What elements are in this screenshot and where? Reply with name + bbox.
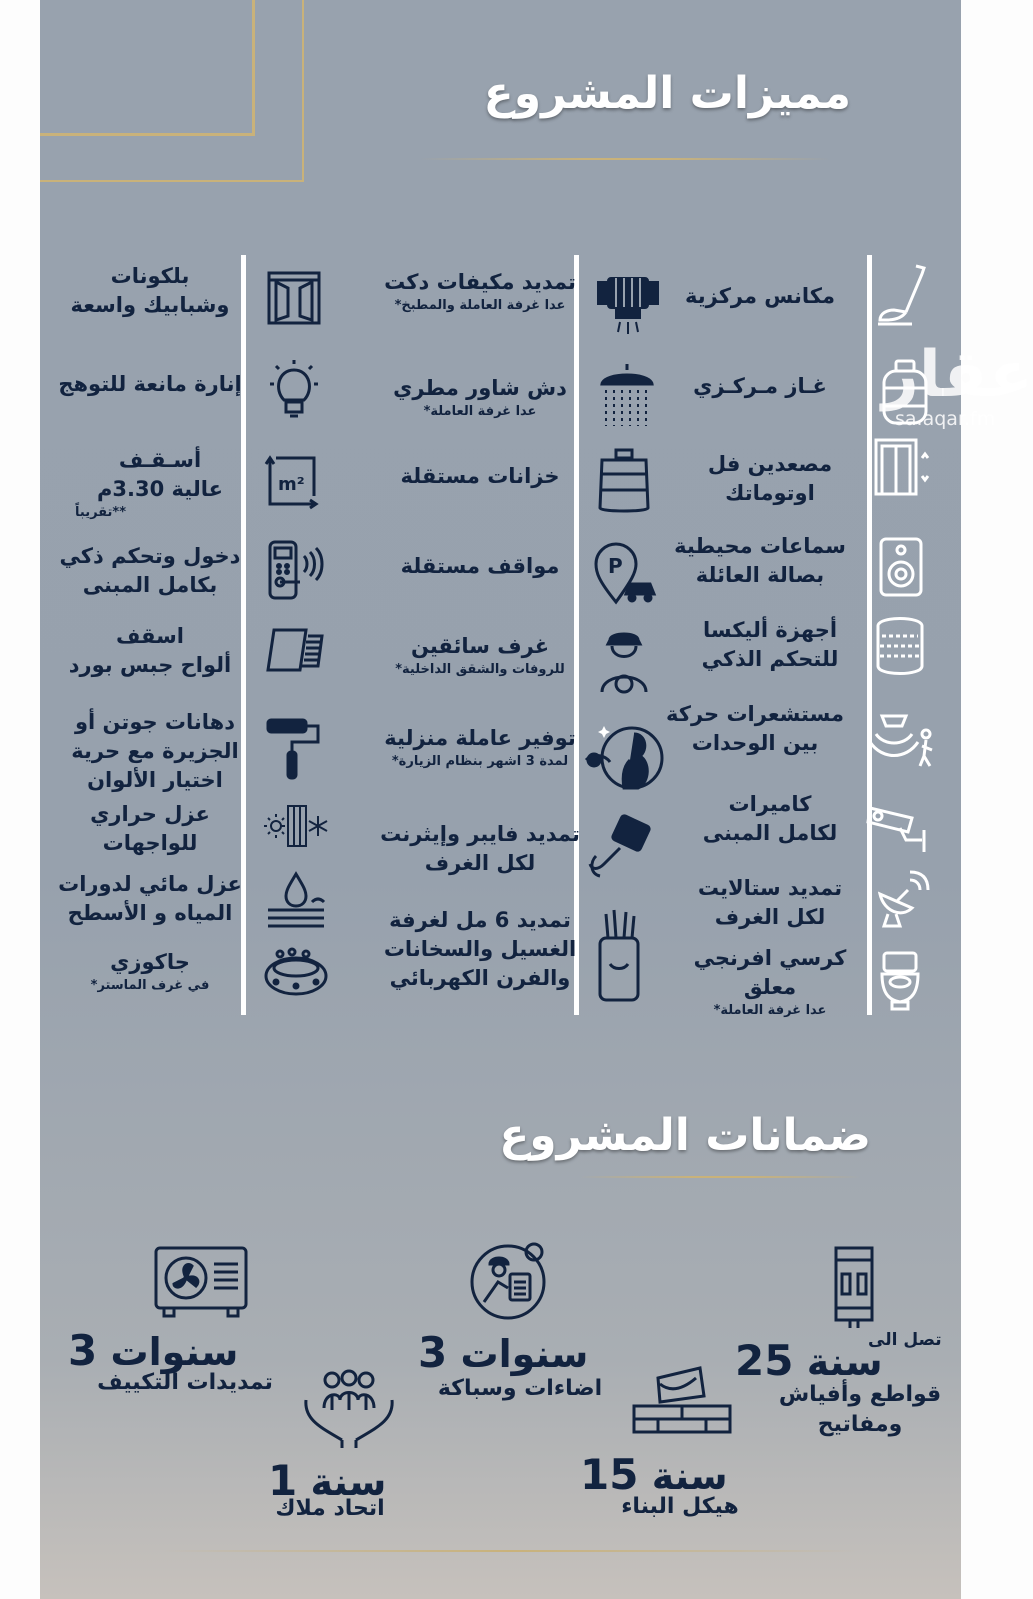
guarantee-plumbing-number: سنوات 3 bbox=[418, 1328, 589, 1377]
toilet-icon bbox=[878, 950, 922, 1012]
gas-cylinder-icon bbox=[878, 358, 933, 428]
feature-balconies-windows: بلكونات وشبابيك واسعة bbox=[70, 264, 230, 317]
satellite-dish-icon bbox=[874, 868, 930, 928]
building-structure-icon bbox=[630, 1364, 734, 1436]
aqar-watermark-logo: عقار bbox=[882, 338, 1033, 412]
title-underline bbox=[580, 1176, 860, 1178]
elevator-icon bbox=[870, 436, 930, 498]
feature-housekeeper: توفير عاملة منزلية لمدة 3 اشهر بنظام الزيارة* bbox=[384, 726, 576, 769]
feature-duct-ac: تمديد مكيفات دكت عدا غرفة العاملة والمطبخ* bbox=[384, 270, 576, 313]
feature-smart-access: دخول وتحكم ذكي بكامل المبنى bbox=[59, 544, 241, 597]
feature-separate-parking: مواقف مستقلة bbox=[400, 554, 560, 578]
feature-wall-hung-toilet: كرسي افرنجي معلق عدا غرفة العاملة* bbox=[693, 946, 847, 1018]
feature-alexa-devices: أجهزة أليكسا للتحكم الذكي bbox=[701, 618, 839, 671]
feature-high-ceilings: أسـقـف عالية 3.30م **تقريباً bbox=[75, 448, 223, 520]
feature-jacuzzi: جاكوزي في غرف الماستر* bbox=[90, 950, 210, 993]
duct-ac-icon bbox=[596, 272, 660, 338]
smart-speaker-icon bbox=[870, 612, 930, 680]
feature-elevators: مصعدين فل اوتوماتك bbox=[707, 452, 833, 505]
feature-anti-glare-lighting: إنارة مانعة للتوهج bbox=[58, 372, 242, 396]
ethernet-cable-icon bbox=[586, 816, 656, 882]
guarantee-union-desc: اتحاد ملاك bbox=[275, 1496, 385, 1521]
paint-roller-icon bbox=[266, 716, 322, 780]
guarantee-breakers-number: سنة 25 bbox=[735, 1336, 883, 1385]
gypsum-board-icon bbox=[266, 626, 324, 674]
rain-shower-icon bbox=[594, 362, 660, 428]
guarantee-up-to-label: تصل الى bbox=[868, 1330, 942, 1350]
feature-central-gas: غـاز مـركـزي bbox=[693, 374, 827, 398]
technician-icon bbox=[468, 1238, 552, 1322]
jacuzzi-icon bbox=[262, 948, 330, 998]
guarantee-ac-number: سنوات 3 bbox=[68, 1326, 239, 1375]
feature-central-vacuum: مكانس مركزية bbox=[685, 284, 835, 308]
bottom-gold-line bbox=[160, 1550, 860, 1552]
svg-text:m²: m² bbox=[278, 474, 305, 495]
feature-fiber-ethernet: تمديد فايبر وإيثرنت لكل الغرف bbox=[380, 822, 580, 875]
parking-icon bbox=[592, 542, 656, 606]
svg-text:P: P bbox=[608, 554, 623, 578]
cctv-camera-icon bbox=[866, 800, 930, 856]
smart-lock-icon bbox=[266, 538, 324, 602]
feature-water-insulation: عزل مائي لدورات المياه و الأسطح bbox=[58, 872, 242, 925]
feature-thermal-insulation: عزل حراري للواجهات bbox=[90, 802, 210, 855]
guarantee-structure-desc: هيكل البناء bbox=[621, 1494, 739, 1519]
gold-frame-decoration bbox=[40, 0, 304, 182]
guarantees-title: ضمانات المشروع bbox=[499, 1110, 871, 1161]
window-icon bbox=[266, 270, 322, 326]
thermal-insulation-icon bbox=[266, 804, 328, 848]
water-insulation-icon bbox=[266, 872, 328, 930]
guarantee-union-number: سنة 1 bbox=[268, 1456, 387, 1505]
feature-separate-tanks: خزانات مستقلة bbox=[400, 464, 560, 488]
guarantee-structure-number: سنة 15 bbox=[580, 1450, 728, 1499]
housekeeper-icon bbox=[584, 722, 664, 792]
area-m2-icon bbox=[266, 454, 320, 510]
feature-motion-sensors: مستشعرات حركة بين الوحدات bbox=[666, 702, 844, 755]
feature-driver-rooms: غرف سائقين للروفات والشقق الداخلية* bbox=[395, 634, 565, 677]
light-bulb-icon bbox=[268, 356, 320, 420]
water-tank-icon bbox=[596, 448, 652, 516]
owners-union-icon bbox=[302, 1370, 396, 1450]
guarantee-ac-desc: تمديدات التكييف bbox=[97, 1370, 273, 1395]
speaker-icon bbox=[876, 536, 926, 598]
guarantee-breakers-desc: قواطع وأفياش ومفاتيح bbox=[778, 1382, 942, 1437]
feature-surround-speakers: سماعات محيطية بصالة العائلة bbox=[674, 534, 846, 587]
feature-6mm-wiring: تمديد 6 مل لغرفة الغسيل والسخانات والفرن الكهربائي bbox=[383, 908, 577, 990]
features-title: مميزات المشروع bbox=[483, 68, 851, 119]
title-underline bbox=[420, 158, 830, 160]
circuit-breaker-icon bbox=[832, 1246, 876, 1330]
motion-sensor-icon bbox=[866, 712, 938, 770]
feature-cameras: كاميرات لكامل المبنى bbox=[702, 792, 838, 845]
feature-gypsum-ceilings: اسقف ألواح جبس بورد bbox=[68, 624, 232, 677]
ac-unit-icon bbox=[152, 1244, 250, 1320]
driver-icon bbox=[596, 628, 652, 694]
electric-cable-icon bbox=[596, 908, 642, 1004]
feature-jotun-paints: دهانات جوتن أو الجزيرة مع حرية اختيار الألوان bbox=[71, 710, 239, 792]
feature-satellite: تمديد ستالايت لكل الغرف bbox=[697, 876, 843, 929]
guarantee-plumbing-desc: اضاءات وسباكة bbox=[437, 1376, 603, 1401]
infographic-panel bbox=[40, 0, 1033, 1599]
aqar-watermark-site: sa.aqar.fm bbox=[895, 408, 996, 430]
vacuum-icon bbox=[872, 262, 932, 327]
feature-rain-shower: دش شاور مطري عدا غرفة العاملة* bbox=[393, 376, 567, 419]
